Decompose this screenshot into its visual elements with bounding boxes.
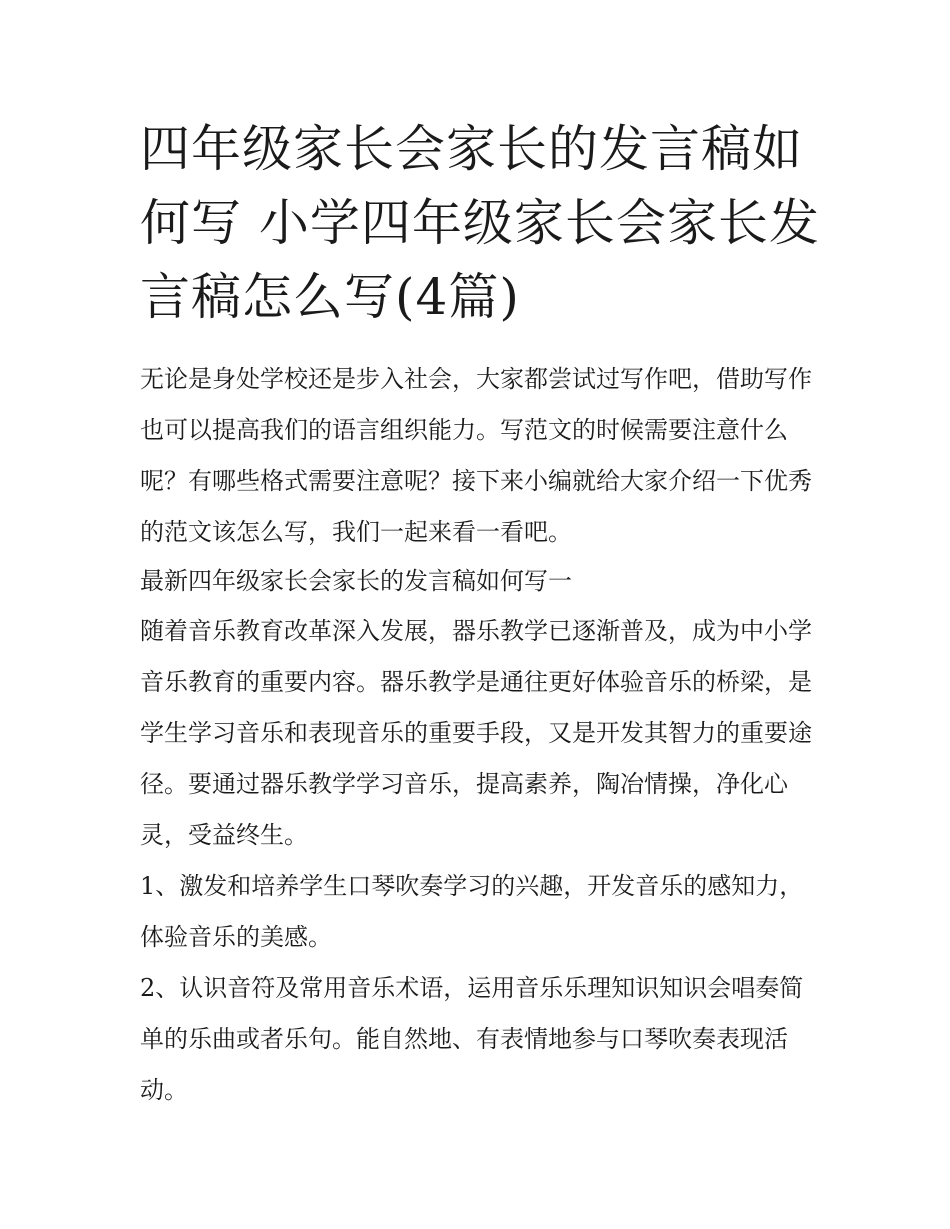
list-item-1: 1、激发和培养学生口琴吹奏学习的兴趣，开发音乐的感知力，体验音乐的美感。: [140, 872, 804, 951]
document-title: 四年级家长会家长的发言稿如何写 小学四年级家长会家长发言稿怎么写(4篇): [140, 120, 820, 326]
intro-paragraph: 无论是身处学校还是步入社会，大家都尝试过写作吧，借助写作也可以提高我们的语言组织能力。写范文的时候需要注意什么呢？有哪些格式需要注意呢？接下来小编就给大家介绍一下优秀的范文该怎么写，我们一起来看一看吧。: [140, 365, 812, 546]
body-paragraph: 随着音乐教育改革深入发展，器乐教学已逐渐普及，成为中小学音乐教育的重要内容。器乐教学是通往更好体验音乐的桥梁，是学生学习音乐和表现音乐的重要手段，又是开发其智力的重要途径。要通过器乐教学学习音乐，提高素养，陶冶情操，净化心灵，受益终生。: [140, 617, 812, 849]
section-heading: 最新四年级家长会家长的发言稿如何写一: [140, 567, 572, 595]
list-item-2: 2、认识音符及常用音乐术语，运用音乐乐理知识知识会唱奏简单的乐曲或者乐句。能自然地、有表情地参与口琴吹奏表现活动。: [140, 974, 804, 1104]
